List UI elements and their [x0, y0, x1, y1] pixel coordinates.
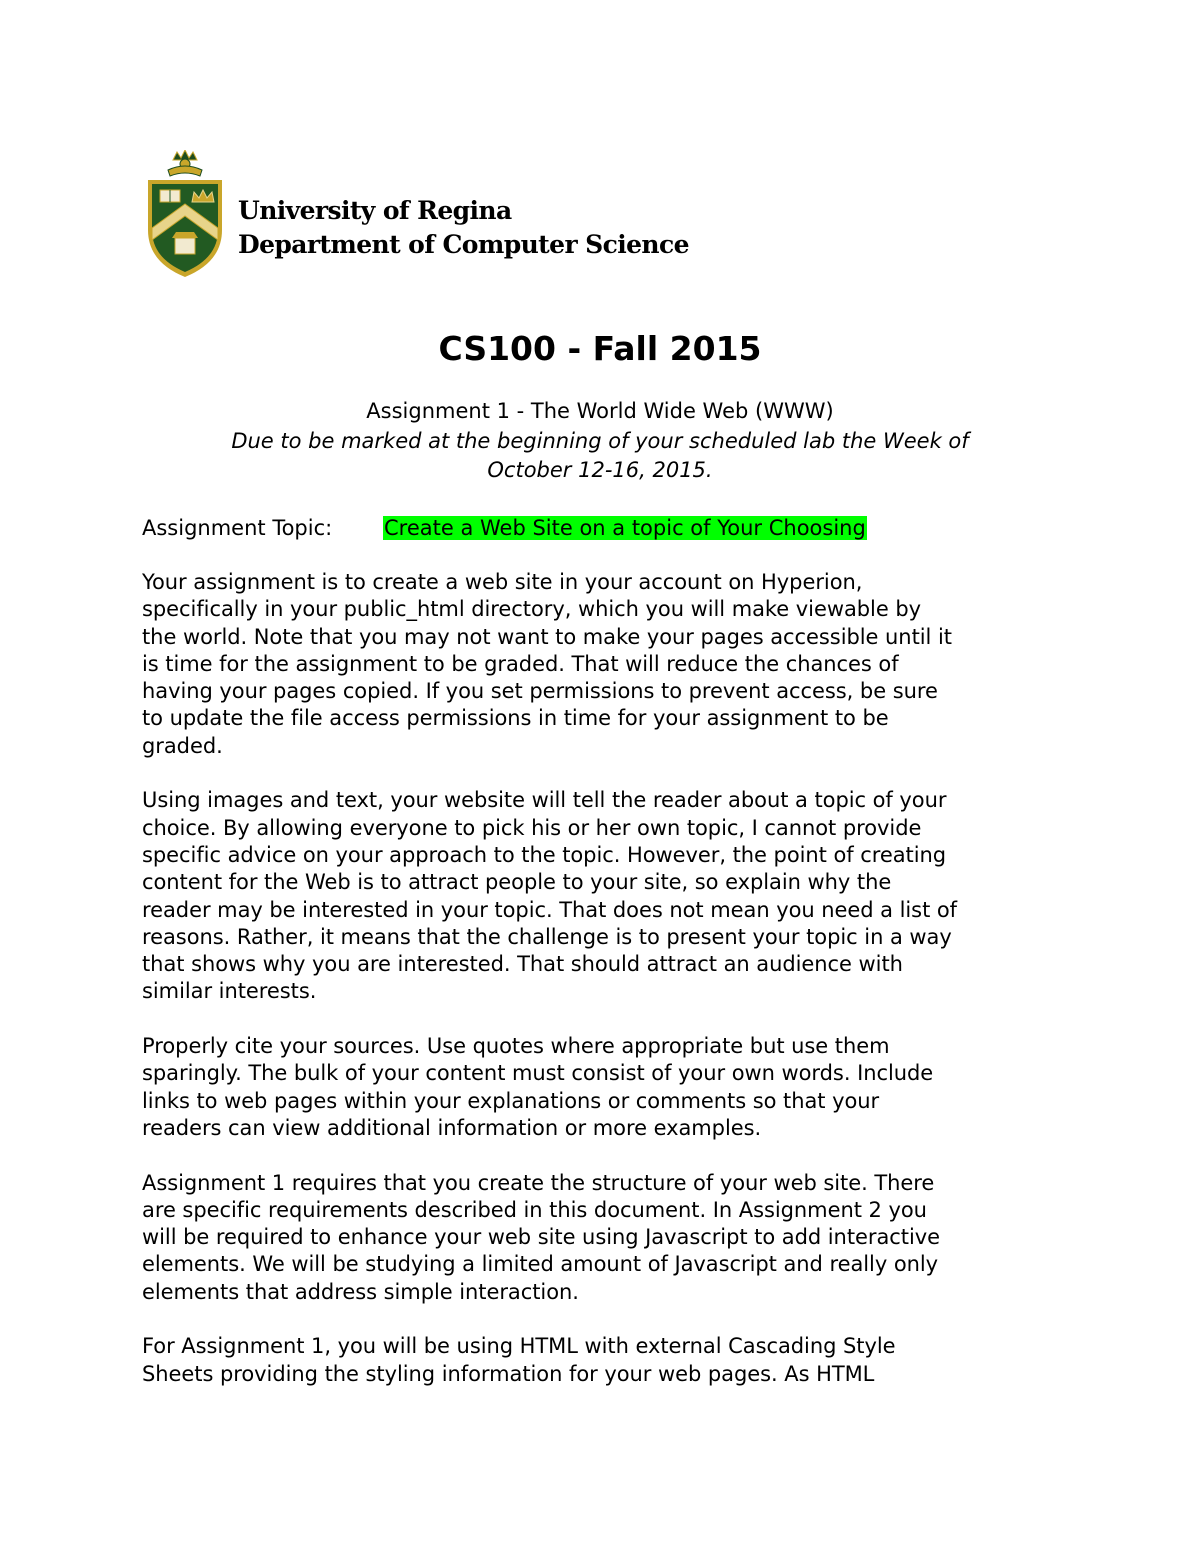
due-date-note	[0, 427, 1200, 485]
body-line: reasons. Rather, it means that the challenge is to present your topic in a way	[142, 924, 952, 949]
body-line: Using images and text, your website will tell the reader about a topic of your	[142, 788, 947, 813]
body-line: readers can view additional information or more examples.	[142, 1115, 762, 1140]
body-line: sparingly. The bulk of your content must consist of your own words. Include	[142, 1061, 934, 1086]
body-paragraph	[142, 1333, 1072, 1388]
body-line: are specific requirements described in this document. In Assignment 2 you	[142, 1197, 927, 1222]
assignment-subtitle: Assignment 1 - The World Wide Web (WWW)	[366, 399, 834, 423]
body-line: similar interests.	[142, 979, 317, 1004]
university-crest-logo	[146, 150, 224, 278]
due-line-1: Due to be marked at the beginning of your scheduled lab the Week of	[231, 429, 969, 453]
body-line: For Assignment 1, you will be using HTML with external Cascading Style	[142, 1334, 896, 1359]
body-line: choice. By allowing everyone to pick his or her own topic, I cannot provide	[142, 815, 922, 840]
topic-label: Assignment Topic:	[142, 516, 333, 540]
due-line-2: October 12-16, 2015.	[487, 458, 713, 482]
body-line: Properly cite your sources. Use quotes where appropriate but use them	[142, 1034, 890, 1059]
body-line: specific advice on your approach to the topic. However, the point of creating	[142, 842, 947, 867]
page-title: CS100 - Fall 2015	[438, 329, 762, 368]
body-line: elements. We will be studying a limited amount of Javascript and really only	[142, 1252, 939, 1277]
body-line: that shows why you are interested. That should attract an audience with	[142, 952, 903, 977]
letterhead	[146, 150, 746, 280]
body-line: to update the file access permissions in time for your assignment to be	[142, 706, 889, 731]
letterhead-text	[238, 194, 689, 262]
body-line: the world. Note that you may not want to make your pages accessible until it	[142, 624, 952, 649]
body-line: Assignment 1 requires that you create the structure of your web site. There	[142, 1170, 935, 1195]
body-paragraph	[142, 787, 1072, 1005]
body-line: specifically in your public_html directory, which you will make viewable by	[142, 597, 921, 622]
assignment-body	[142, 569, 1072, 1415]
body-paragraph	[142, 569, 1072, 760]
department-name: Department of Computer Science	[238, 230, 689, 259]
body-line: links to web pages within your explanations or comments so that your	[142, 1088, 880, 1113]
university-name: University of Regina	[238, 196, 512, 225]
body-line: having your pages copied. If you set permissions to prevent access, be sure	[142, 679, 938, 704]
body-line: graded.	[142, 733, 223, 758]
body-paragraph	[142, 1170, 1072, 1306]
topic-value-highlighted: Create a Web Site on a topic of Your Choosing	[384, 516, 866, 540]
body-line: Your assignment is to create a web site in your account on Hyperion,	[142, 570, 863, 594]
body-line: Sheets providing the styling information for your web pages. As HTML	[142, 1361, 875, 1386]
body-line: reader may be interested in your topic. That does not mean you need a list of	[142, 897, 958, 922]
body-line: will be required to enhance your web site using Javascript to add interactive	[142, 1225, 940, 1250]
body-paragraph	[142, 1033, 1072, 1142]
assignment-topic	[142, 514, 867, 542]
body-line: content for the Web is to attract people to your site, so explain why the	[142, 870, 892, 895]
body-line: is time for the assignment to be graded. That will reduce the chances of	[142, 651, 899, 676]
body-line: elements that address simple interaction.	[142, 1279, 579, 1304]
